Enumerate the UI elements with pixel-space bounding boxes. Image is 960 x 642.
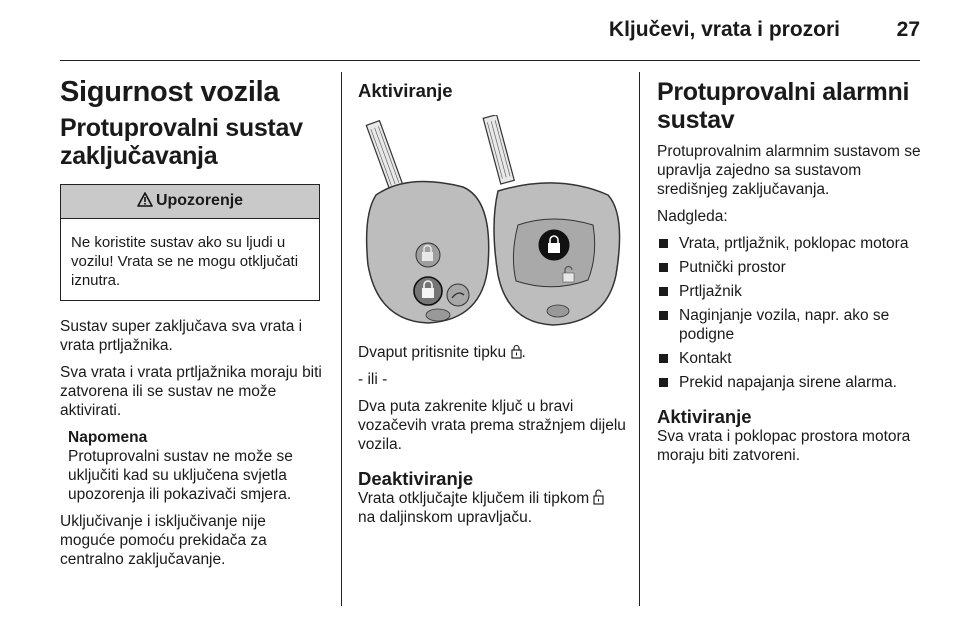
- column-divider-1: [341, 72, 342, 606]
- alternative-separator: - ili -: [358, 371, 388, 388]
- alarm-heading: Protuprovalni alarmni sustav: [657, 78, 910, 134]
- alarm-activation-heading: Aktiviranje: [657, 406, 752, 427]
- note-block: [60, 428, 325, 504]
- paragraph: Dva puta zakrenite ključ u bravi vozačevih vrata prema stražnjem dijelu vozila.: [358, 398, 626, 453]
- unlock-instruction: Vrata otključajte ključem ili tipkom: [358, 490, 590, 507]
- paragraph: Uključivanje i isključivanje nije moguće pomoću prekidača za centralno zaključavanje.: [60, 513, 267, 568]
- activation-heading: Aktiviranje: [358, 80, 453, 101]
- warning-box: [60, 184, 320, 301]
- list-item: Naginjanje vozila, napr. ako se podigne: [657, 306, 923, 344]
- right-column: [657, 78, 923, 473]
- paragraph: Sustav super zaključava sva vrata i vrata prtljažnika.: [60, 318, 303, 354]
- unlock-instruction-end: na daljinskom upravljaču.: [358, 509, 533, 526]
- list-item: Prtljažnik: [657, 282, 923, 301]
- header-rule: [60, 60, 920, 61]
- page-number: 27: [896, 18, 920, 41]
- monitored-list: [657, 234, 923, 392]
- paragraph: Sva vrata i vrata prtljažnika moraju biti zatvorena ili se sustav ne može aktivirati.: [60, 364, 322, 419]
- warning-title: Upozorenje: [155, 192, 244, 209]
- paragraph: Protuprovalnim alarmnim sustavom se upravlja zajedno sa sustavom središnjeg zaključavanja.: [657, 143, 921, 198]
- press-instruction-end: .: [521, 344, 526, 361]
- column-divider-2: [639, 72, 640, 606]
- note-text: Protuprovalni sustav ne može se uključiti kad su uključena svjetla upozorenja ili pokazivači smjera.: [68, 448, 293, 503]
- paragraph: [358, 343, 626, 362]
- section-heading: Sigurnost vozila: [60, 76, 280, 108]
- running-header-title: Ključevi, vrata i prozori: [608, 18, 840, 41]
- list-item: Prekid napajanja sirene alarma.: [657, 373, 923, 392]
- list-item: Kontakt: [657, 349, 923, 368]
- paragraph: [358, 489, 626, 527]
- press-instruction: Dvaput pritisnite tipku: [358, 344, 507, 361]
- lock-open-icon: [593, 489, 604, 505]
- middle-column: [358, 80, 626, 535]
- left-column: [60, 76, 325, 577]
- warning-text: Ne koristite sustav ako su ljudi u vozilu! Vrata se ne mogu otključati iznutra.: [71, 234, 299, 289]
- lock-closed-icon: [511, 344, 522, 359]
- warning-triangle-icon: [137, 192, 153, 207]
- list-item: Putnički prostor: [657, 258, 923, 277]
- subsection-heading: Protuprovalni sustav zaključavanja: [60, 114, 303, 170]
- remote-key-illustration: [358, 115, 626, 335]
- paragraph: Nadgleda:: [657, 208, 728, 225]
- warning-header: [61, 185, 319, 219]
- list-item: Vrata, prtljažnik, poklopac motora: [657, 234, 923, 253]
- paragraph: Sva vrata i poklopac prostora motora moraju biti zatvoreni.: [657, 428, 911, 464]
- deactivation-heading: Deaktiviranje: [358, 468, 474, 489]
- note-title: Napomena: [68, 429, 148, 446]
